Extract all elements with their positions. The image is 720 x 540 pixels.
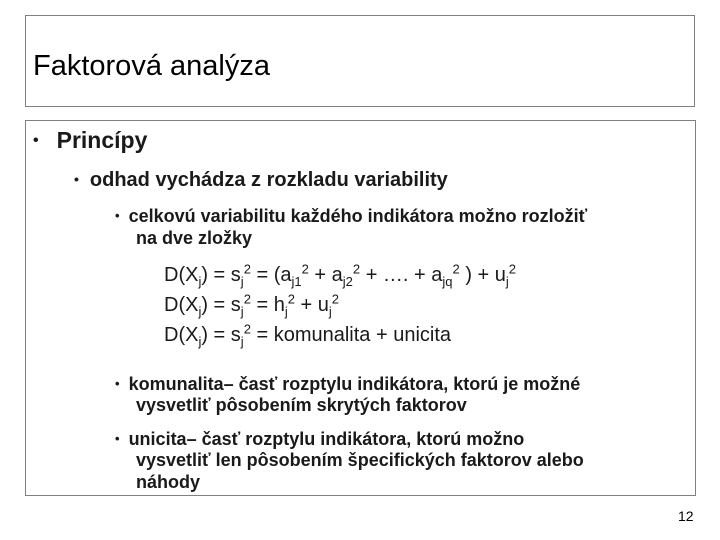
bullet-level1 — [33, 127, 147, 154]
equation-1: $D(X_j) = s_j^2 = (a_{j1}^2 + a_{j2}^2$ + …. + $a_{jq}^2$ ) + $u_j^2$ — [164, 261, 517, 289]
equation-3: $D(X_j) = s_j^2$ = komunalita + unicita — [164, 321, 452, 349]
title-frame — [25, 15, 695, 107]
bullet-level1-text: Princípy — [56, 127, 148, 153]
bullet-marker: • — [115, 431, 120, 446]
bullet-item-2 — [115, 373, 580, 395]
item1-line1: celkovú variabilitu každého indikátora možno rozložiť — [128, 206, 588, 226]
slide-title: Faktorová analýza — [33, 50, 270, 82]
item3-line3: náhody — [136, 472, 201, 492]
bullet-marker: • — [115, 376, 120, 391]
bullet-marker: • — [74, 171, 79, 187]
bullet-level2 — [74, 169, 448, 192]
bullet-level2-text: odhad vychádza z rozkladu variability — [89, 169, 448, 191]
page-number: 12 — [678, 508, 694, 524]
item2-line1: komunalita– časť rozptylu indikátora, ktorú je možné — [128, 374, 581, 394]
item2-line2: vysvetliť pôsobením skrytých faktorov — [136, 395, 467, 415]
item3-line1: unicita– časť rozptylu indikátora, ktorú možno — [128, 429, 525, 449]
bullet-marker: • — [33, 132, 39, 149]
bullet-item-1 — [115, 205, 587, 227]
bullet-item-3 — [115, 428, 524, 450]
item1-line2: na dve zložky — [136, 228, 253, 248]
equation-2: $D(X_j) = s_j^2 = h_j^2 + u_j^2$ — [164, 291, 340, 319]
item3-line2: vysvetliť len pôsobením špecifických faktorov alebo — [136, 450, 584, 470]
bullet-marker: • — [115, 208, 120, 223]
